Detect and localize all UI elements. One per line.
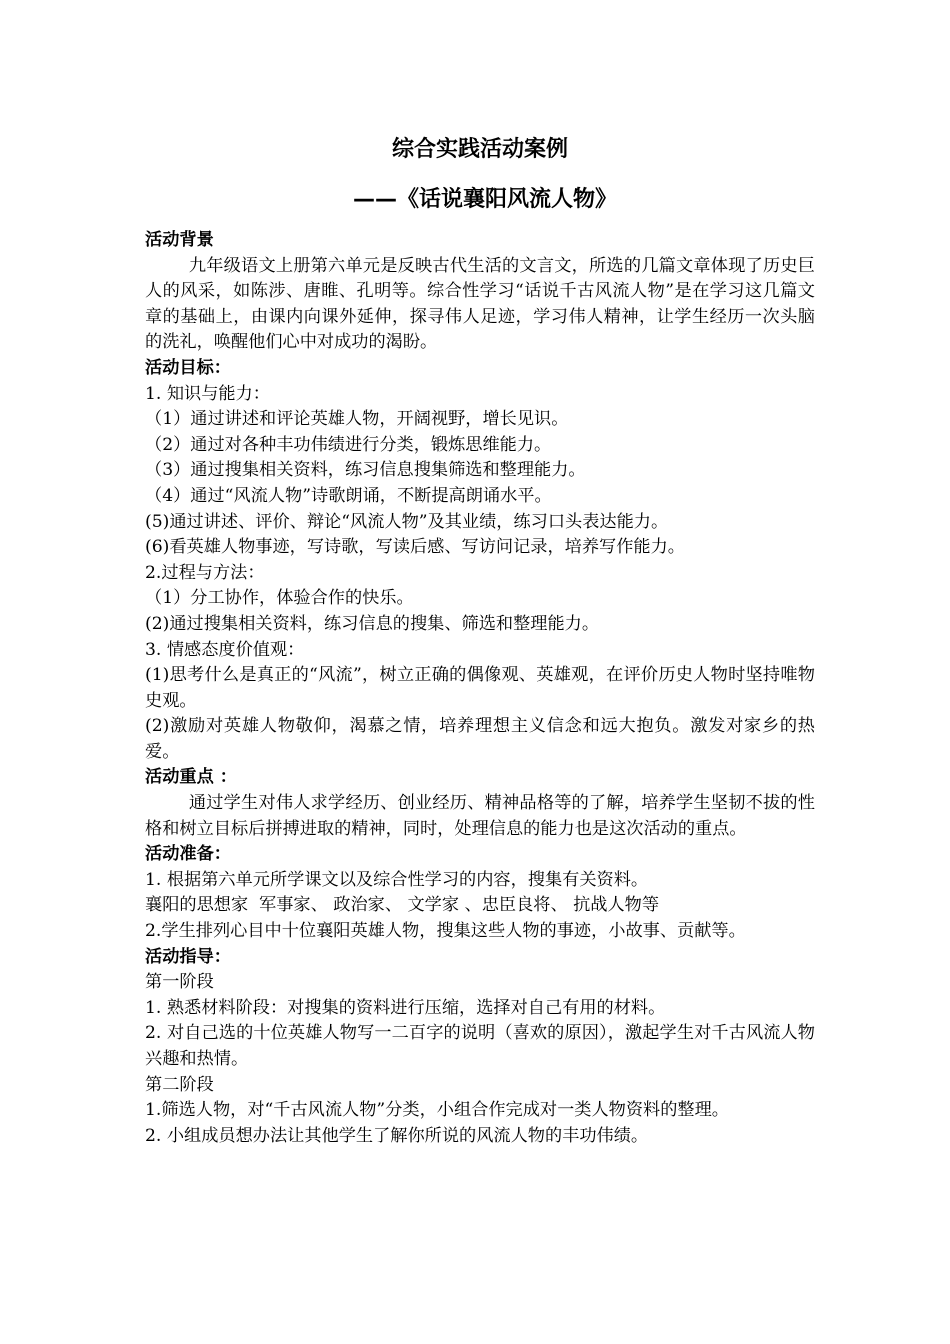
goals-heading: 活动目标： (145, 357, 231, 378)
document-title: 综合实践活动案例 (391, 137, 568, 162)
stage-1-item-1: 1. 熟悉材料阶段：对搜集的资料进行压缩，选择对自己有用的材料。 (145, 997, 666, 1018)
emotion-item-2: (2)激励对英雄人物敬仰，渴慕之情，培养理想主义信念和远大抱负。激发对家乡的热爱。 (145, 716, 815, 762)
stage-2-label: 第二阶段 (145, 1074, 214, 1095)
stage-1-item-2: 2. 对自己选的十位英雄人物写一二百字的说明（喜欢的原因），激起学生对千古风流人物兴趣和热情。 (145, 1023, 815, 1069)
knowledge-item-2: （2）通过对各种丰功伟绩进行分类，锻炼思维能力。 (145, 434, 552, 455)
document-subtitle: ——《话说襄阳风流人物》 (352, 187, 617, 212)
process-item-1: （1）分工协作，体验合作的快乐。 (145, 588, 414, 609)
knowledge-item-6: (6)看英雄人物事迹，写诗歌，写读后感、写访问记录，培养写作能力。 (145, 537, 685, 558)
prep-item-1-note: 襄阳的思想家 军事家、 政治家、 文学家 、忠臣良将、 抗战人物等 (145, 895, 660, 916)
guide-heading: 活动指导： (145, 946, 231, 967)
stage-1-label: 第一阶段 (145, 972, 214, 993)
prep-heading: 活动准备： (145, 844, 231, 865)
stage-2-item-2: 2. 小组成员想办法让其他学生了解你所说的风流人物的丰功伟绩。 (145, 1125, 649, 1146)
focus-heading: 活动重点 ： (145, 767, 237, 788)
background-heading: 活动背景 (145, 230, 214, 250)
prep-item-1: 1. 根据第六单元所学课文以及综合性学习的内容，搜集有关资料。 (145, 869, 649, 890)
process-item-2: (2)通过搜集相关资料，练习信息的搜集、筛选和整理能力。 (145, 613, 600, 634)
section-background (145, 228, 815, 356)
section-guide (145, 945, 815, 1150)
knowledge-label: 1. 知识与能力： (145, 383, 270, 404)
process-label: 2.过程与方法： (145, 562, 265, 583)
knowledge-item-4: （4）通过“风流人物”诗歌朗诵，不断提高朗诵水平。 (145, 485, 552, 506)
emotion-label: 3. 情感态度价值观： (145, 639, 305, 660)
prep-item-2: 2.学生排列心目中十位襄阳英雄人物，搜集这些人物的事迹，小故事、贡献等。 (145, 921, 746, 942)
section-goals (145, 356, 815, 766)
section-focus (145, 765, 815, 842)
knowledge-item-3: （3）通过搜集相关资料，练习信息搜集筛选和整理能力。 (145, 460, 586, 481)
emotion-item-1: (1)思考什么是真正的“风流”，树立正确的偶像观、英雄观，在评价历史人物时坚持唯物史观。 (145, 665, 815, 711)
stage-2-item-1: 1.筛选人物，对“千古风流人物”分类，小组合作完成对一类人物资料的整理。 (145, 1100, 729, 1121)
section-prep (145, 842, 815, 944)
knowledge-item-1: （1）通过讲述和评论英雄人物，开阔视野，增长见识。 (145, 409, 569, 430)
knowledge-item-5: (5)通过讲述、评价、辩论“风流人物”及其业绩，练习口头表达能力。 (145, 511, 669, 532)
background-paragraph: 九年级语文上册第六单元是反映古代生活的文言文，所选的几篇文章体现了历史巨人的风采，如陈涉、唐睢、孔明等。综合性学习“话说千古风流人物”是在学习这几篇文章的基础上，由课内向课外延伸，探寻伟人足迹，学习伟人精神，让学生经历一次头脑的洗礼，唤醒他们心中对成功的渴盼。 (145, 255, 815, 353)
document-page (145, 132, 815, 1149)
focus-paragraph: 通过学生对伟人求学经历、创业经历、精神品格等的了解，培养学生坚韧不拔的性格和树立目标后拼搏进取的精神，同时，处理信息的能力也是这次活动的重点。 (145, 793, 815, 839)
